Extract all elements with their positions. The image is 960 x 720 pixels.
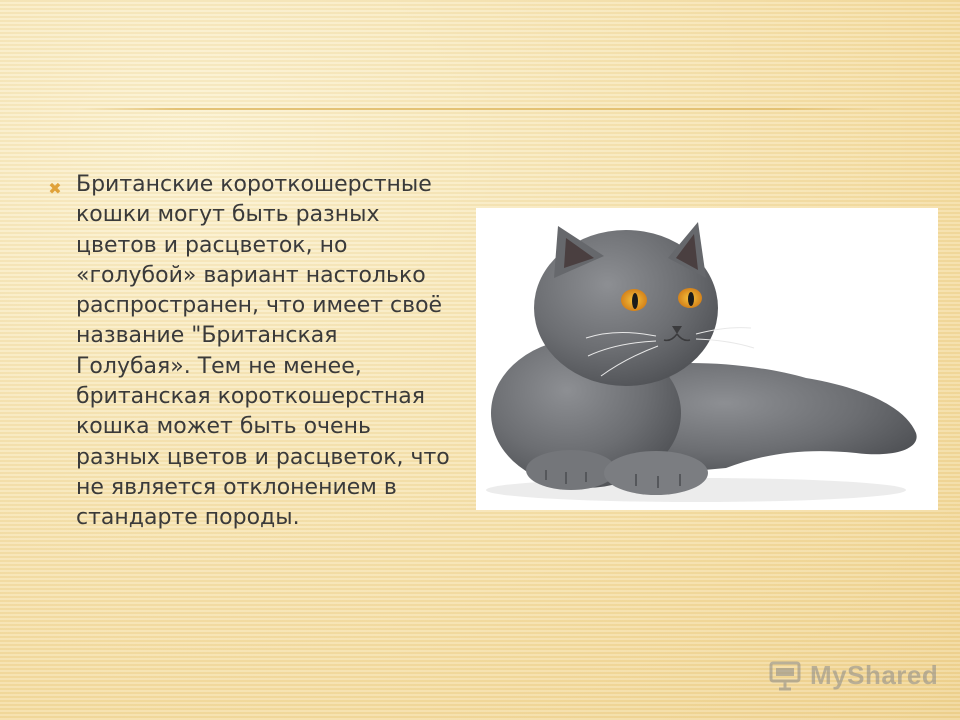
myshared-watermark [768,657,938,693]
cat-illustration [476,208,938,510]
title-divider [80,108,880,110]
watermark-text: MyShared [810,659,939,690]
presentation-board-icon [768,658,802,692]
x-bullet-icon: ✖ [48,179,62,198]
cat-photo [476,208,938,510]
bullet-text: Британские короткошерстные кошки могут быть разных цветов и расцветок, но «голубой» вариант настолько распространен, что имеет своё название "Британская Голубая». Тем не менее, британская короткошерстная кошка может быть очень разных цветов и расцветок, что не является отклонением в стандарте породы. [76,172,450,531]
bullet-item [44,170,454,534]
